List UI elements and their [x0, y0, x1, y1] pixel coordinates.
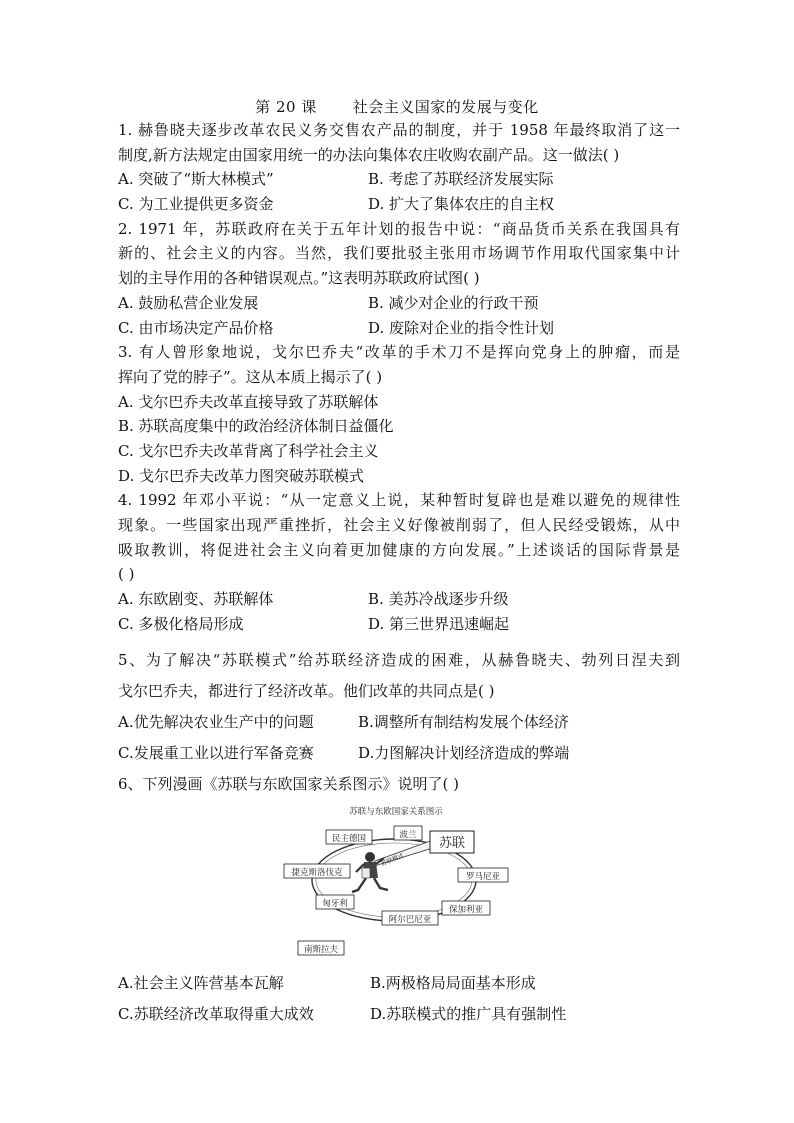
- question-4-option-d: D. 第三世界迅速崛起: [368, 614, 510, 633]
- question-6-option-b: B.两极格局局面基本形成: [370, 974, 536, 992]
- running-person-icon: [352, 852, 388, 892]
- soviet-union-label: 苏联: [438, 836, 466, 851]
- belt-label: 苏联模式: [380, 852, 406, 868]
- question-6-option-a: A.社会主义阵营基本瓦解: [118, 974, 284, 992]
- question-1-line: 制度,新方法规定由国家用统一的办法向集体农庄收购农副产品。这一做法( ): [118, 145, 620, 164]
- question-5-line: 戈尔巴乔夫，都进行了经济改革。他们改革的共同点是( ): [118, 682, 495, 700]
- question-5: [118, 645, 680, 800]
- question-1-option-a: A. 突破了“斯大林模式”: [118, 170, 274, 189]
- question-2-option-a: A. 鼓励私营企业发展: [118, 293, 259, 312]
- question-2-line: 新的、社会主义的内容。当然，我们要批驳主张用市场调节作用取代国家集中计: [118, 244, 680, 263]
- question-4-line: 4. 1992 年邓小平说：“从一定意义上说，某种暂时复辟也是难以避免的规律性: [118, 491, 680, 510]
- question-6-stem: 6、下列漫画《苏联与东欧国家关系图示》说明了( ): [118, 775, 460, 793]
- country-label: 阿尔巴尼亚: [388, 915, 432, 925]
- question-5-line: 5、为了解决“苏联模式”给苏联经济造成的困难，从赫鲁晓夫、勃列日涅夫到: [118, 651, 680, 669]
- question-3-option-d: D. 戈尔巴乔夫改革力图突破苏联模式: [118, 466, 365, 485]
- question-4-options-row: [118, 587, 680, 612]
- question-2-options-row: [118, 316, 680, 341]
- question-1-options-row: [118, 167, 680, 192]
- question-4-options-row: [118, 612, 680, 637]
- page-title: [0, 96, 794, 117]
- country-label: 匈牙利: [322, 899, 348, 909]
- question-4-line: ( ): [118, 565, 135, 584]
- figure-caption: 苏联与东欧国家关系图示: [349, 807, 443, 817]
- question-1-options-row: [118, 192, 680, 217]
- question-5-options-row: [118, 738, 680, 769]
- question-2-option-b: B. 减少对企业的行政干预: [368, 293, 539, 312]
- question-6-options-row: [118, 999, 680, 1030]
- question-1-option-b: B. 考虑了苏联经济发展实际: [368, 170, 554, 189]
- country-label: 捷克斯洛伐克: [291, 868, 343, 878]
- question-2-options-row: [118, 291, 680, 316]
- country-label: 南斯拉夫: [303, 945, 339, 955]
- question-5-option-c: C.发展重工业以进行军备竞赛: [118, 744, 314, 762]
- question-5-option-b: B.调整所有制结构发展个体经济: [358, 713, 569, 731]
- question-6-options: [118, 968, 680, 1030]
- question-6-options-row: [118, 968, 680, 999]
- country-label: 民主德国: [331, 834, 367, 844]
- country-label: 波兰: [399, 830, 417, 840]
- question-6-option-d: D.苏联模式的推广具有强制性: [370, 1005, 567, 1023]
- question-5-option-d: D.力图解决计划经济造成的弊端: [358, 744, 570, 762]
- lesson-number: 第 20 课: [255, 98, 317, 116]
- question-3-option-b: B. 苏联高度集中的政治经济体制日益僵化: [118, 417, 394, 436]
- question-2-line: 划的主导作用的各种错误观点。”这表明苏联政府试图( ): [118, 269, 480, 288]
- question-2-option-c: C. 由市场决定产品价格: [118, 318, 274, 337]
- question-1: [118, 118, 680, 636]
- lesson-topic: 社会主义国家的发展与变化: [352, 98, 539, 116]
- question-2-option-d: D. 废除对企业的指令性计划: [368, 318, 555, 337]
- relationship-cartoon-svg: [278, 800, 514, 962]
- question-6-option-c: C.苏联经济改革取得重大成效: [118, 1005, 314, 1023]
- question-4-line: 吸取教训，将促进社会主义向着更加健康的方向发展。”上述谈话的国际背景是: [118, 540, 680, 559]
- question-5-option-a: A.优先解决农业生产中的问题: [118, 713, 314, 731]
- country-label: 保加利亚: [448, 905, 484, 915]
- question-1-option-c: C. 为工业提供更多资金: [118, 195, 274, 214]
- question-3-option-a: A. 戈尔巴乔夫改革直接导致了苏联解体: [118, 392, 379, 411]
- question-3-line: 挥向了党的脖子”。这从本质上揭示了( ): [118, 367, 383, 386]
- question-2-line: 2. 1971 年，苏联政府在关于五年计划的报告中说：“商品货币关系在我国具有: [118, 219, 680, 238]
- relationship-cartoon: [278, 800, 514, 962]
- question-1-option-d: D. 扩大了集体农庄的自主权: [368, 195, 555, 214]
- question-5-options-row: [118, 707, 680, 738]
- question-3-line: 3. 有人曾形象地说，戈尔巴乔夫“改革的手术刀不是挥向党身上的肿瘤，而是: [118, 343, 680, 362]
- question-4-line: 现象。一些国家出现严重挫折，社会主义好像被削弱了，但人民经受锻炼，从中: [118, 516, 680, 534]
- question-1-line: 1. 赫鲁晓夫逐步改革农民义务交售农产品的制度，并于 1958 年最终取消了这一: [118, 121, 680, 139]
- question-4-option-a: A. 东欧剧变、苏联解体: [118, 590, 274, 609]
- question-4-option-c: C. 多极化格局形成: [118, 614, 244, 633]
- country-label: 罗马尼亚: [465, 872, 501, 882]
- question-4-option-b: B. 美苏冷战逐步升级: [368, 590, 509, 609]
- question-3-option-c: C. 戈尔巴乔夫改革背离了科学社会主义: [118, 441, 379, 460]
